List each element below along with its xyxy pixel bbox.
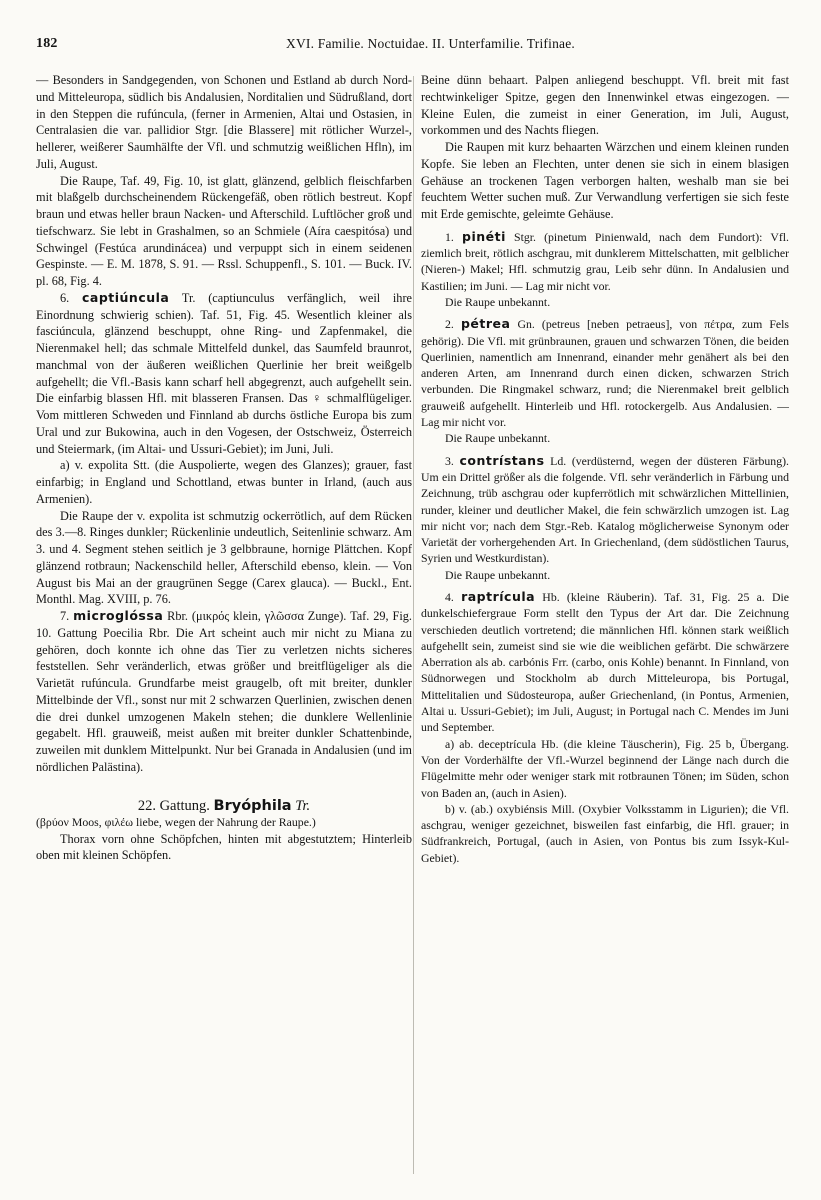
species-3-raupe: Die Raupe unbekannt. (445, 567, 551, 582)
species-2-raupe: Die Raupe unbekannt. (445, 431, 551, 446)
left-column (36, 72, 412, 1182)
genus-name: Bryóphila (213, 797, 292, 814)
genus-number: 22. Gattung. (137, 797, 210, 814)
continued-paragraph: Beine dünn behaart. Palpen anliegend beschuppt. Vfl. breit mit fast rechtwinkeliger Spitze, gegen den Innenwinkel etwas eingezogen. — Kleine Eulen, die zumeist in einer Generation, im Juli, August, vorkommen und des Nachts fliegen. (421, 73, 789, 138)
species-2-name: pétrea (460, 316, 511, 332)
distribution-paragraph: — Besonders in Sandgegenden, von Schonen und Estland ab durch Nord- und Mitteleuropa, südlich bis Andalusien, Norditalien und Südrußland, dort in den Steppen die rufúncula, (ferner in Armenien, Altai und Ostasien, in Centralasien die var. pallidior Stgr. [die Blassere] mit rötlicher Wurzel-, hellerer, weißerer Saumhälfte der Vfl. und schmutzig weißlichen Hfln), im Juli, August. (36, 73, 412, 171)
species-4-aberration-a: a) ab. deceptrícula Hb. (die kleine Täuscherin), Fig. 25 b, Übergang. Von der Vorderhälfte der Vfl.-Wurzel beginnend der Länge nach durch die Flügelmitte mehr oder weniger stark mit rotbraunen Tönen; im Süden, schon von Baden an, (auch in Asien). (421, 736, 789, 800)
right-column (421, 72, 789, 1182)
species-2-paragraph (421, 316, 789, 430)
species-1-number: 1. (445, 229, 454, 244)
species-1-raupe: Die Raupe unbekannt. (445, 294, 551, 309)
species-3-number: 3. (445, 453, 454, 468)
species-3-text: Ld. (verdüsternd, wegen der düsteren Färbung). Um ein Drittel größer als die folgende. Vfl. sehr veränderlich in Färbung und Zeichnung, trüb aschgrau oder kupferrötlich mit schwärzlichen Mittellinien, runder, kleiner und deutlicher Makel, die fein schwärzlich umzogen ist. Lag mir nicht vor; nach dem Stgr.-Reb. Katalog möglicherweise Synonym oder Varietät der vorhergehenden Art. In Griechenland, (dem südöstlichen Taurus, Syrien und Westkurdistan). (421, 453, 789, 566)
species-4-paragraph (421, 589, 789, 736)
genus-description: Thorax vorn ohne Schöpfchen, hinten mit abgestutztem; Hinterleib oben mit kleinen Schöpfen. (36, 831, 412, 863)
species-7-text: Rbr. (μικρός klein, γλῶσσα Zunge). Taf. 29, Fig. 10. Gattung Poecilia Rbr. Die Art scheint auch mir nicht zu Miana zu gehören, doch konnte ich ohne das Tier zu verletzen nichts sicheres feststellen. Sehr veränderlich, etwas größer und breitflügeliger als die Varietät rufúncula. Grundfarbe meist graugelb, oft mit breiter, dunkler Mittelbinde der Vfl., sonst nur mit 2 schwarzen Querlinien, zwischen denen die drei dunkel umzogenen Makeln stehen; die dunklere Wellenlinie gegabelt. Hfl. grauweiß, meist außen mit breiter dunkler Schattenbinde, zuweilen mit dunklem Mittelpunkt. Nur bei Granada in Andalusien (und im nördlichen Palästina). (36, 609, 412, 774)
species-2-number: 2. (445, 317, 454, 332)
genus-author: Tr. (295, 797, 311, 814)
column-divider (413, 76, 414, 1174)
species-1-text: Stgr. (pinetum Pinienwald, nach dem Fundort): Vfl. ziemlich breit, rötlich aschgrau, mit dunklerem Mittelschatten, mit gelblicher (Nieren-) Makel; Hfl. schmutzig grau, Leib sehr dünn. In Andalusien und Kastilien; im Juni. — Lag mir nicht vor. (421, 229, 789, 293)
species-4-name: raptrícula (461, 588, 536, 604)
species-3-paragraph (421, 453, 789, 567)
species-6-text: Tr. (captiunculus verfänglich, weil ihre Einordnung schwierig schien). Taf. 51, Fig. 45. Wesentlich kleiner als fasciúncula, glänzend beschuppt, ohne Ring- und Zapfenmakel, die Nierenmakel hell; das schmale Mittelfeld dunkel, das Saumfeld braunrot, manchmal von der äußeren weißlichen Querlinie her breit weißgelb aufgehellt; die Vfl.-Basis kann scharf hell abgegrenzt, auch aufgehellt sein. Die einfarbig blassen Hfl. mit blasseren Fransen. Das ♀ schmalflügeliger. Vom mittleren Schweden und Finnland ab durchs östliche Europa bis zum Ural und zur Bukowina, auch in den Vogesen, der Ostschweiz, Österreich und Steiermark, (im Altai- und Ussuri-Gebiet); im Juni, Juli. (36, 290, 412, 456)
genus-heading (36, 798, 412, 815)
species-2-text: Gn. (petreus [neben petraeus], von πέτρα, zum Fels gehörig). Die Vfl. mit grünbraunen, grauen und schwarzen Tönen, die beiden Querlinien, namentlich am Innenrand, einander mehr genähert als bei den anderen Arten, am Innenrand durch einen dicken, schwarzen Strich verbunden. Die Ringmakel schwarz, rund; die Nierenmakel breit gelblich grauweiß aufgehellt. Hinterleib und Hfl. rotockergelb. Aus Andalusien. — Lag mir nicht vor. (421, 317, 789, 430)
species-6-number: 6. (60, 290, 70, 305)
section-gap (36, 776, 412, 798)
raupen-paragraph: Die Raupen mit kurz behaarten Wärzchen und einem kleinen runden Kopfe. Sie leben an Flechten, unter denen sie sich in einem blasigen Gehäuse an trockenen Tagen verborgen halten, weshalb man sie bei feuchtem Wetter suchen muß. Zur Verwandlung verfertigen sie sich feste mit Erde gemischte, geleimte Gehäuse. (421, 140, 789, 221)
species-3-name: contrístans (459, 452, 545, 468)
page-header (36, 36, 785, 56)
species-1-paragraph (421, 229, 789, 294)
species-4-text: Hb. (kleine Räuberin). Taf. 31, Fig. 25 a. Die dunkelschiefergraue Form stellt den Typus der Art dar. Die Zeichnung verschieden deutlich vortretend; die männlichen Hfl. können stark weißlich aufgehellt sein, zumeist sind sie wie die weiblichen gefärbt. Die schwärzere Aberration als ab. carbónis Frr. (carbo, onis Kohle) benannt. In Finnland, von Südnorwegen und Stockholm ab durch Mitteleuropa, bis Portugal, Mittelitalien und Südosteuropa, außer Griechenland, (in Pontus, Armenien, Altai u. Ussuri-Gebiet); im Juli, August; in Portugal nach C. Mendes im Juni und September. (421, 589, 789, 735)
genus-etymology: (βρύον Moos, φιλέω liebe, wegen der Nahrung der Raupe.) (36, 815, 316, 830)
species-6-raupe: Die Raupe der v. expolita ist schmutzig ockerrötlich, auf dem Rücken des 3.—8. Ringes dunkler; Rückenlinie undeutlich, Seitenlinie schwarz. Am 3. und 4. Segment stehen seitlich je 3 gelbbraune, hornige Plättchen. Kopf glänzend rotbraun; Nackenschild heller, Afterschild ebenso, klein. — Von August bis Mai an der graugrünen Segge (Carex glauca). — Buckl., Ent. Monthl. Mag. XVIII, p. 76. (36, 508, 412, 607)
species-7-name: microglóssa (73, 608, 164, 623)
species-4-number: 4. (445, 589, 454, 604)
species-1-name: pinéti (462, 228, 506, 244)
species-6-name: captiúncula (81, 289, 170, 305)
species-6-paragraph (36, 290, 412, 458)
species-6-variety-a: a) v. expolita Stt. (die Auspolierte, wegen des Glanzes); grauer, fast einfarbig; in England und Schottland, etwas bunter in Irland, (auch aus Armenien). (36, 458, 412, 506)
raupe-paragraph: Die Raupe, Taf. 49, Fig. 10, ist glatt, glänzend, gelblich fleischfarben mit blaßgelb durchscheinendem Rückengefäß, oben rötlich bestreut. Kopf braun und etwas heller braun Nacken- und Afterschild. Luftlöcher groß und tiefschwarz. Sie lebt in Grashalmen, so an Schmiele (Aíra caespitósa) und Schwingel (Festúca arundinácea) und verpuppt sich in einem seidenen Gespinste. — E. M. 1878, S. 91. — Rssl. Schuppenfl., S. 101. — Buck. IV. pl. 68, Fig. 4. (36, 173, 412, 288)
running-title: XVI. Familie. Noctuidae. II. Unterfamilie. Trifinae. (286, 36, 575, 51)
species-7-paragraph (36, 608, 412, 776)
page-number: 182 (36, 36, 58, 51)
species-4-variety-b: b) v. (ab.) oxybiénsis Mill. (Oxybier Volksstamm in Ligurien); die Vfl. aschgrau, weniger gezeichnet, bisweilen fast einfarbig, die Hfl. grauer; in Südfrankreich, Portugal, (auch in Asien, von Pontus bis zum Issyk-Kul-Gebiet). (421, 801, 789, 865)
species-7-number: 7. (60, 609, 70, 623)
